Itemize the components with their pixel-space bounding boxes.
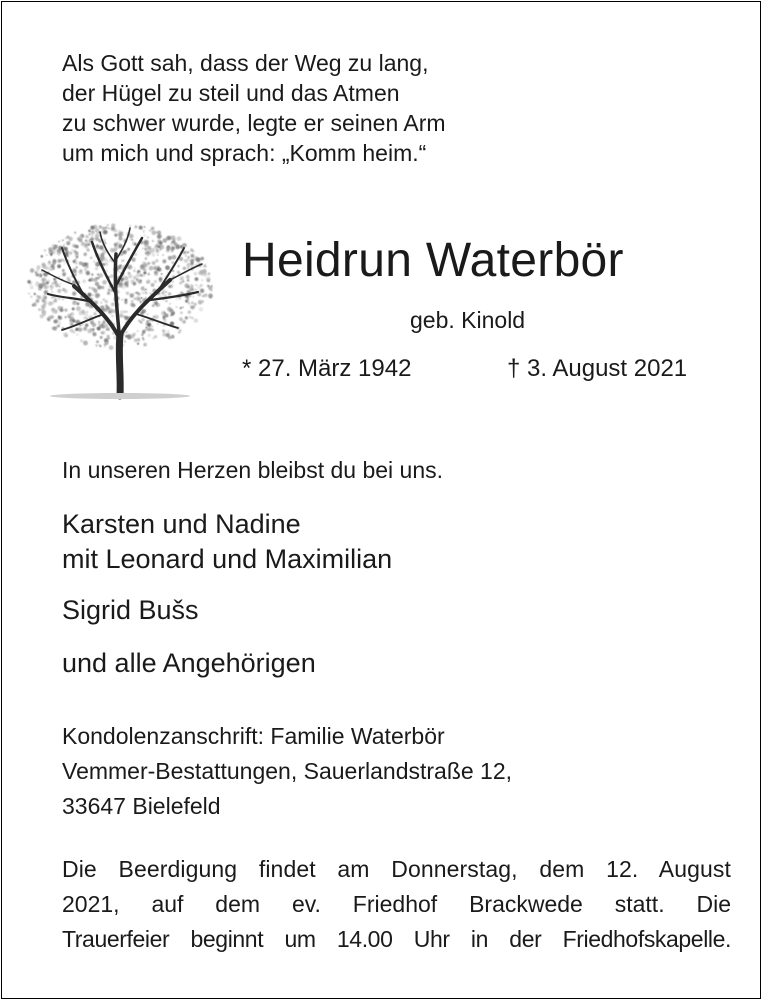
- address-line: 33647 Bielefeld: [62, 793, 221, 819]
- motto: In unseren Herzen bleibst du bei uns.: [62, 457, 444, 483]
- tree-ground: [50, 393, 190, 399]
- funeral-info: [62, 852, 731, 957]
- mourner-line: mit Leonard und Maximilian: [62, 544, 393, 574]
- deceased-name: Heidrun Waterbör: [242, 234, 624, 287]
- verse-line: Als Gott sah, dass der Weg zu lang,: [62, 50, 429, 76]
- funeral-line: Die Beerdigung findet am Donnerstag, dem 12. August: [62, 856, 731, 882]
- verse-line: zu schwer wurde, legte er seinen Arm: [62, 110, 446, 136]
- verse-line: der Hügel zu steil und das Atmen: [62, 80, 400, 106]
- mourner-line: Karsten und Nadine: [62, 509, 301, 539]
- address-line: Kondolenzanschrift: Familie Waterbör: [62, 723, 445, 749]
- tree-icon: [22, 214, 218, 400]
- verse-line: um mich und sprach: „Komm heim.“: [62, 140, 427, 166]
- verse: [62, 48, 446, 168]
- birth-date: * 27. März 1942: [242, 355, 412, 382]
- condolence-address: [62, 719, 512, 824]
- funeral-line: Trauerfeier beginnt um 14.00 Uhr in der Friedhofskapelle.: [62, 926, 731, 952]
- mourner-line: und alle Angehörigen: [62, 648, 316, 678]
- mourner-line: Sigrid Bušs: [62, 595, 199, 625]
- death-date: † 3. August 2021: [507, 355, 688, 382]
- address-line: Vemmer-Bestattungen, Sauerlandstraße 12,: [62, 758, 513, 784]
- obituary-notice: [1, 1, 761, 999]
- birth-name: geb. Kinold: [410, 307, 526, 333]
- funeral-line: 2021, auf dem ev. Friedhof Brackwede statt. Die: [62, 891, 731, 917]
